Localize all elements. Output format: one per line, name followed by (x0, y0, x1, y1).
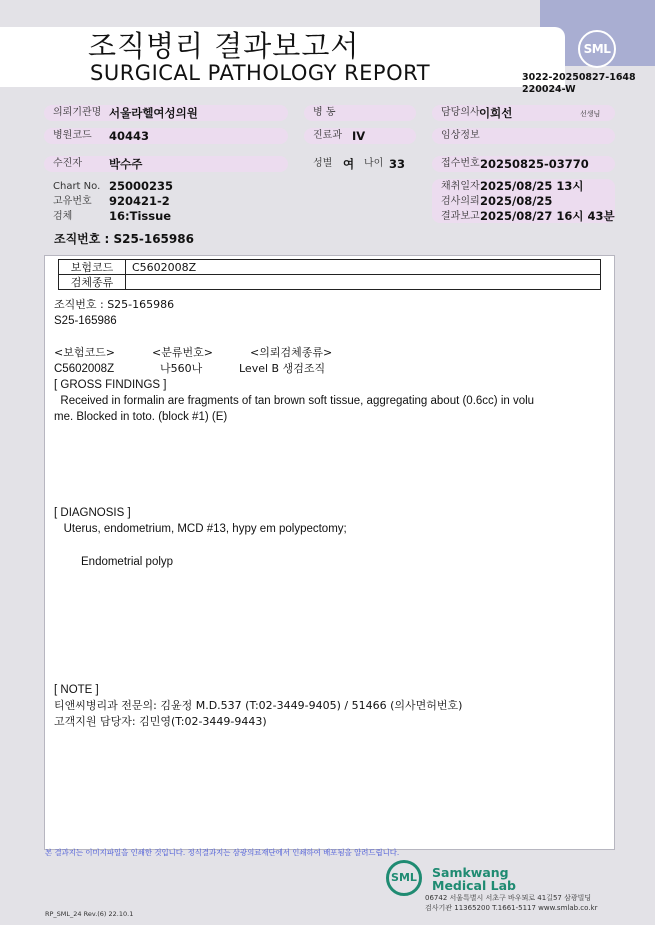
insurance-code-header: 보험코드 (59, 260, 126, 275)
insurance-table (58, 259, 601, 290)
diagnosis-line1: Uterus, endometrium, MCD #13, hypy em polypectomy; (54, 523, 347, 535)
insurance-code-column-head: <보험코드> (54, 346, 115, 359)
requester-value: 서울라헬여성의원 (109, 106, 198, 120)
disclaimer-text: 본 결과지는 이미지파일을 인쇄한 것입니다. 정식결과지는 삼광의료재단에서 인쇄하여 배포됨을 알려드립니다. (45, 848, 400, 857)
report-tissue-line: 조직번호 : S25-165986 (54, 298, 175, 311)
note-title: [ NOTE ] (54, 684, 99, 696)
unique-no-label: 고유번호 (53, 196, 92, 207)
specimen-type-column-value: Level B 생검조직 (239, 362, 326, 375)
ward-label: 병 동 (313, 107, 336, 118)
chart-label: Chart No. (53, 181, 101, 192)
doctor-suffix: 선생님 (580, 110, 601, 118)
doctor-label: 담당의사 (441, 107, 480, 118)
unique-no-value: 920421-2 (109, 194, 170, 208)
report-panel (44, 255, 615, 850)
result-date-value: 2025/08/27 16시 43분 (480, 209, 615, 223)
classification-column-head: <분류번호> (152, 346, 213, 359)
specimen-value: 16:Tissue (109, 209, 172, 223)
age-label: 나이 (364, 158, 384, 169)
lab-address-line2: 검사기관 11365200 T.1661-5117 www.smlab.co.kr (425, 904, 598, 912)
classification-column-value: 나560나 (160, 362, 203, 375)
dept-value: IV (352, 129, 366, 143)
collect-date-label: 채취일자 (441, 181, 480, 192)
note-line2: 고객지원 담당자: 김민영(T:02-3449-9443) (54, 715, 267, 728)
hospital-code-value: 40443 (109, 129, 150, 143)
page-title-english: SURGICAL PATHOLOGY REPORT (90, 61, 431, 85)
requester-label: 의뢰기관명 (53, 107, 102, 118)
note-line1: 티앤씨병리과 전문의: 김윤정 M.D.537 (T:02-3449-9405) / 51466 (의사면허번호) (54, 699, 463, 712)
clinical-info-label: 임상정보 (441, 130, 480, 141)
collect-date-value: 2025/08/25 13시 (480, 179, 584, 193)
table-row (59, 260, 601, 275)
specimen-type-column-head: <의뢰검체종류> (250, 346, 333, 359)
document-number (522, 72, 636, 96)
result-date-label: 결과보고 (441, 211, 480, 222)
specimen-label: 검체 (53, 211, 73, 222)
name-label: 수진자 (53, 158, 82, 169)
specimen-type-header: 검체종류 (59, 275, 126, 290)
specimen-type-cell (126, 275, 601, 290)
receipt-label: 접수번호 (441, 158, 480, 169)
receipt-value: 20250825-03770 (480, 157, 589, 171)
lab-address-line1: 06742 서울특별시 서초구 바우뫼로 41길57 삼광빌딩 (425, 894, 592, 902)
gross-findings-title: [ GROSS FINDINGS ] (54, 379, 167, 391)
request-date-label: 검사의뢰 (441, 196, 480, 207)
lab-name-line1: Samkwang (432, 865, 509, 880)
gross-findings-line2: me. Blocked in toto. (block #1) (E) (54, 411, 228, 423)
page-title-korean: 조직병리 결과보고서 (88, 29, 360, 63)
hospital-code-label: 병원코드 (53, 130, 92, 141)
form-number: RP_SML_24 Rev.(6) 22.10.1 (45, 910, 134, 918)
doctor-value: 이희선 (479, 106, 513, 120)
sex-value: 여 (343, 157, 355, 171)
diagnosis-line2: Endometrial polyp (81, 556, 174, 568)
insurance-code-column-value: C5602008Z (54, 363, 115, 375)
tissue-number-heading: 조직번호 : S25-165986 (54, 232, 194, 246)
lab-name (432, 866, 516, 892)
document-number-line1: 3022-20250827-1648 (522, 72, 636, 83)
name-value: 박수주 (109, 157, 143, 171)
gross-findings-line1: Received in formalin are fragments of tan brown soft tissue, aggregating about (0.6cc) in volu (54, 395, 535, 407)
request-date-value: 2025/08/25 (480, 194, 553, 208)
diagnosis-title: [ DIAGNOSIS ] (54, 507, 131, 519)
report-tissue-repeat: S25-165986 (54, 315, 117, 327)
sml-logo-icon: SML (578, 30, 616, 68)
sex-label: 성별 (313, 158, 333, 169)
lab-address (425, 893, 597, 913)
chart-value: 25000235 (109, 179, 174, 193)
lab-logo-icon: SML (386, 860, 422, 896)
table-row (59, 275, 601, 290)
document-number-line2: 220024-W (522, 84, 576, 95)
insurance-code-cell: C5602008Z (126, 260, 601, 275)
age-value: 33 (389, 157, 406, 171)
dept-label: 진료과 (313, 130, 342, 141)
lab-name-line2: Medical Lab (432, 878, 516, 893)
